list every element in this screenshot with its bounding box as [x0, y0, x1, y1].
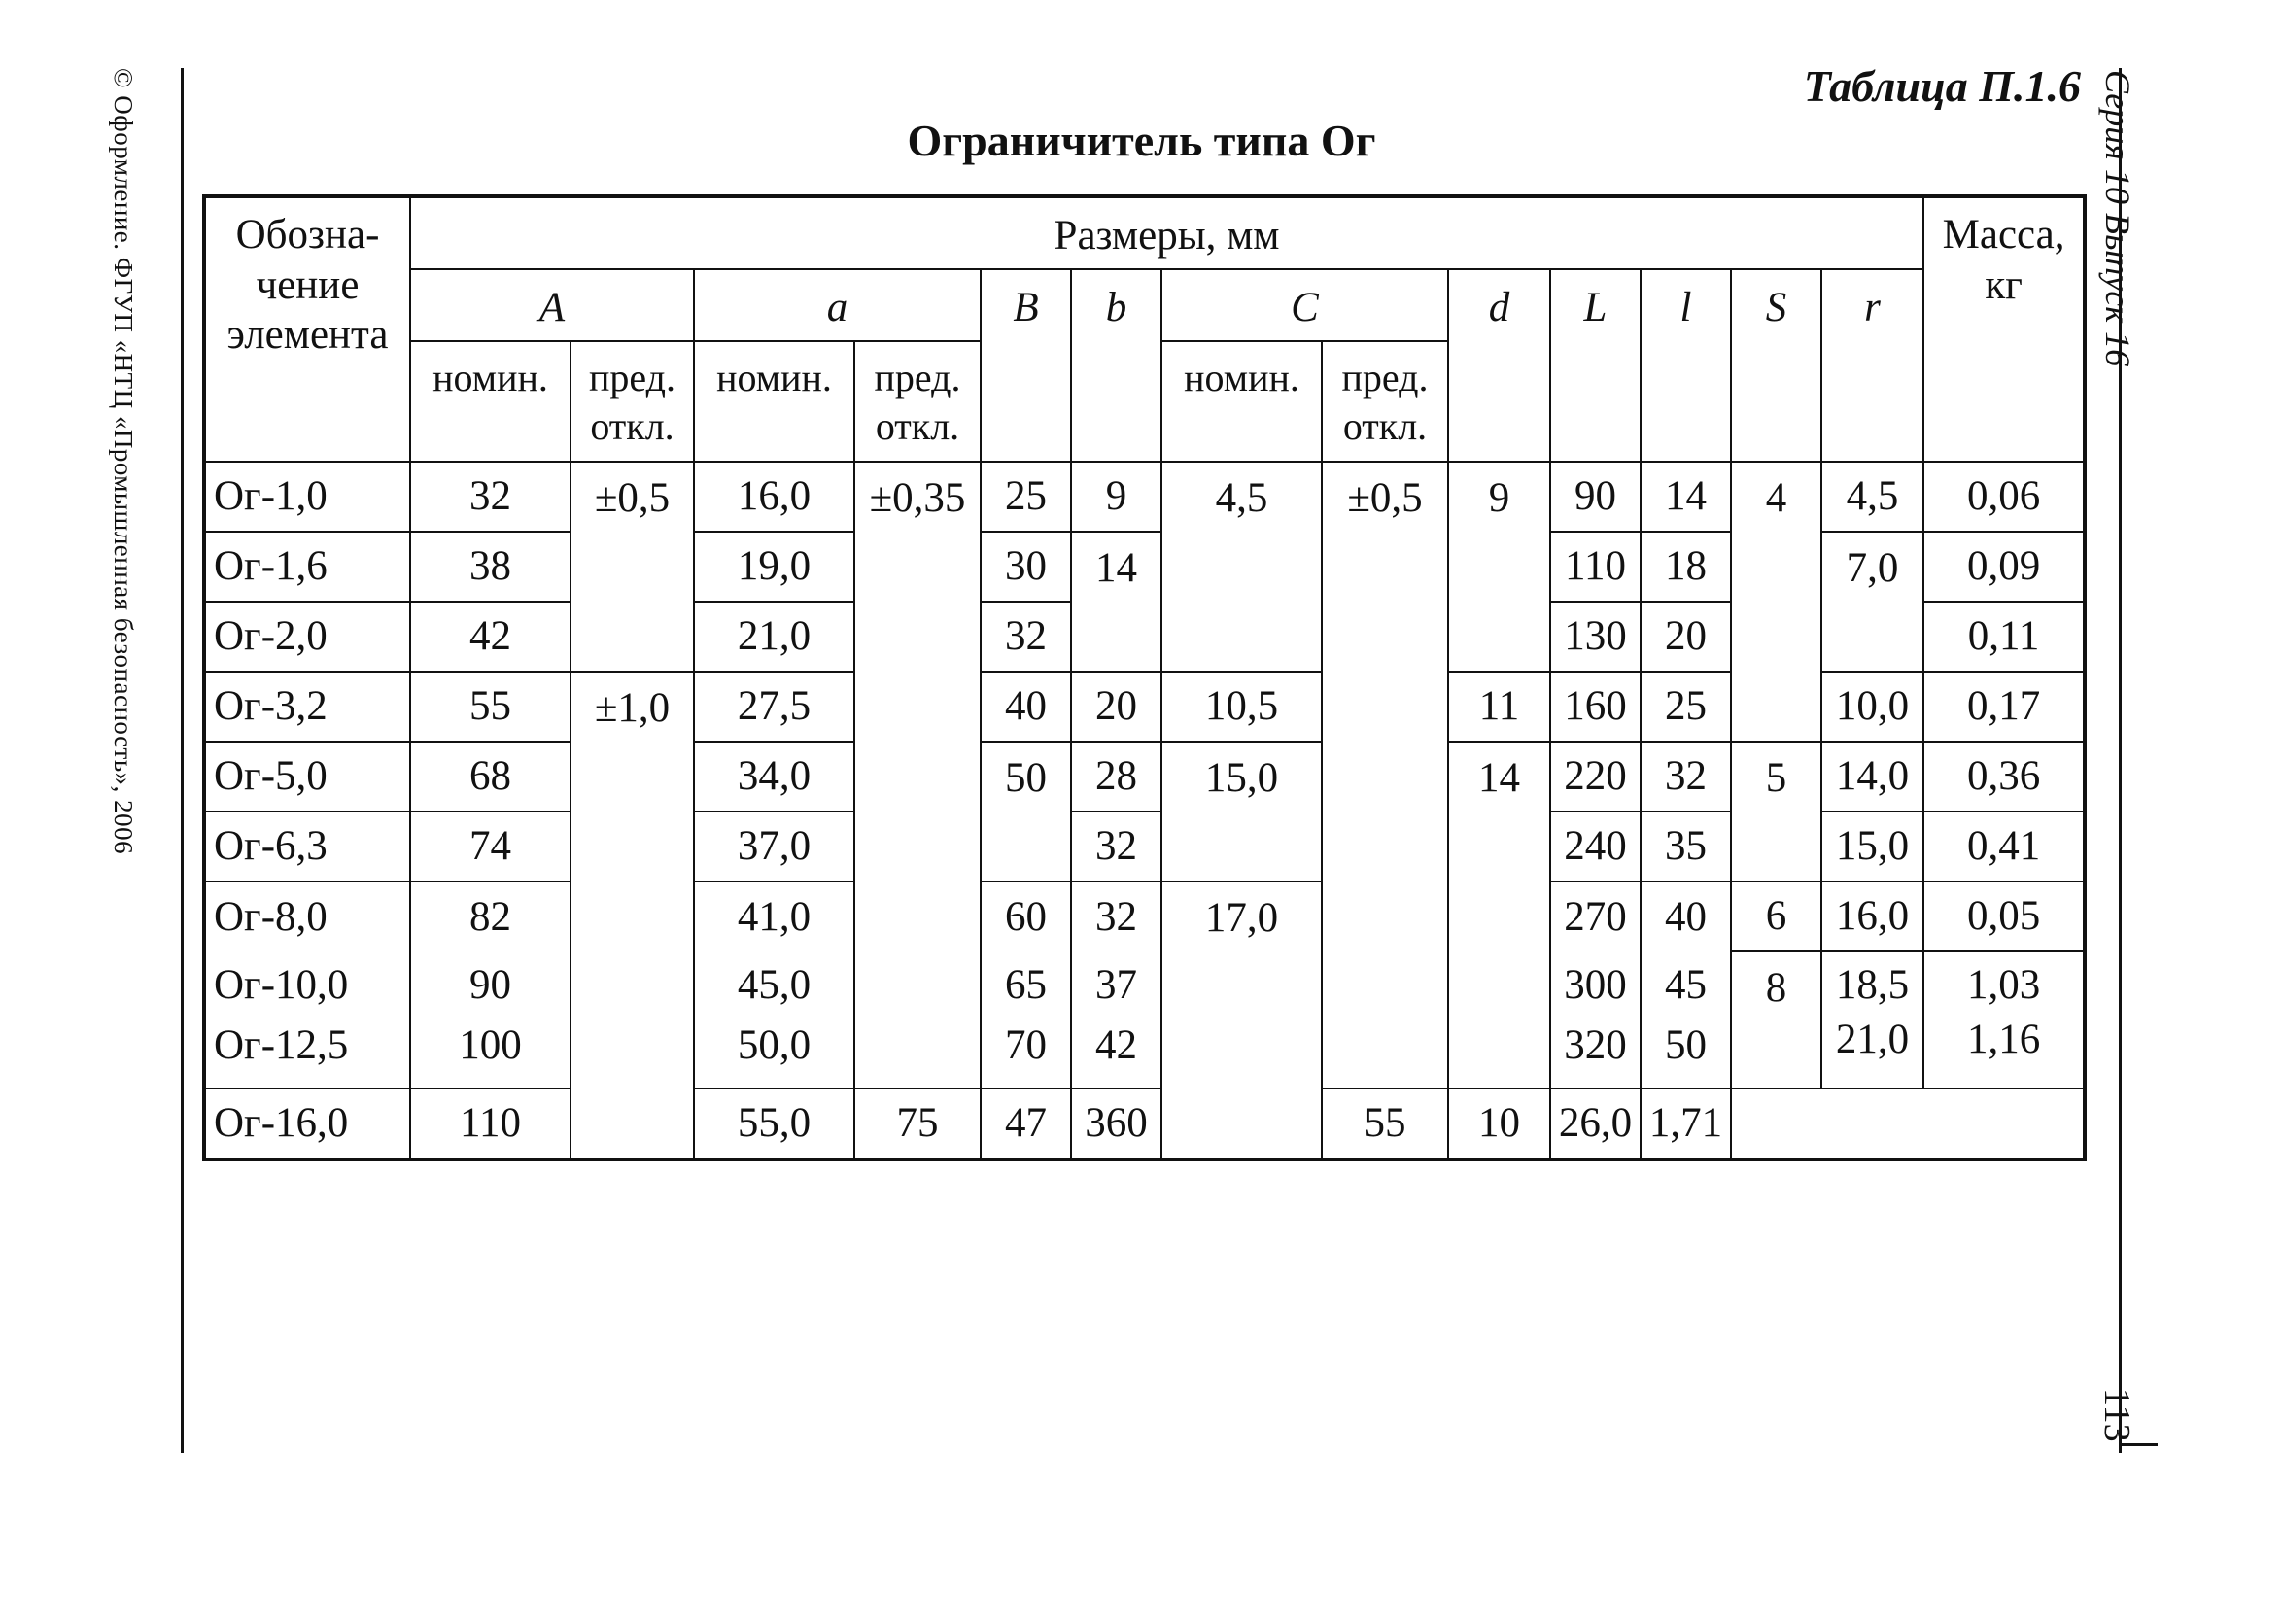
- cell-S: 6: [1731, 881, 1821, 951]
- cell-d: 14: [1448, 742, 1550, 1088]
- cell-C: 15,0: [1161, 742, 1322, 881]
- header-a: a: [694, 269, 981, 341]
- cell-B: 40: [981, 672, 1071, 742]
- cell-L: 360: [1071, 1088, 1161, 1159]
- cell-b: 37: [1071, 951, 1161, 1019]
- cell-r: 14,0: [1821, 742, 1923, 812]
- table-row: [204, 462, 2085, 532]
- header-S: S: [1731, 269, 1821, 462]
- header-A: A: [410, 269, 694, 341]
- cell-l: 55: [1322, 1088, 1448, 1159]
- header-A-nominal: номин.: [410, 341, 571, 462]
- cell-C: 4,5: [1161, 462, 1322, 672]
- header-d: d: [1448, 269, 1550, 462]
- header-dev-line2: откл.: [875, 404, 960, 448]
- cell-a: 55,0: [694, 1088, 854, 1159]
- cell-A: 32: [410, 462, 571, 532]
- cell-L: 130: [1550, 602, 1641, 672]
- cell-L: 270: [1550, 881, 1641, 951]
- cell-designation: Ог-10,0: [204, 951, 410, 1019]
- table-row: [204, 742, 2085, 812]
- table-label: Таблица П.1.6: [1803, 61, 2081, 111]
- series-label: Серия 10 Выпуск 16: [2098, 70, 2137, 367]
- cell-designation: Ог-6,3: [204, 812, 410, 881]
- cell-S: 5: [1731, 742, 1821, 881]
- cell-designation: Ог-3,2: [204, 672, 410, 742]
- cell-l: 40: [1641, 881, 1731, 951]
- cell-b: 32: [1071, 881, 1161, 951]
- header-r: r: [1821, 269, 1923, 462]
- cell-L: 320: [1550, 1019, 1641, 1088]
- cell-a: 50,0: [694, 1019, 854, 1088]
- cell-mass: 0,09: [1923, 532, 2085, 602]
- header-dev-line2: откл.: [590, 404, 675, 448]
- cell-a: 45,0: [694, 951, 854, 1019]
- cell-b: 32: [1071, 812, 1161, 881]
- header-C-nominal: номин.: [1161, 341, 1322, 462]
- cell-b: 28: [1071, 742, 1161, 812]
- cell-L: 300: [1550, 951, 1641, 1019]
- cell-designation: Ог-1,0: [204, 462, 410, 532]
- table-row: [204, 951, 2085, 1019]
- cell-A: 90: [410, 951, 571, 1019]
- cell-mass: 1,03: [1966, 962, 2041, 1008]
- cell-b: 47: [981, 1088, 1071, 1159]
- cell-A: 110: [410, 1088, 571, 1159]
- cell-B: 50: [981, 742, 1071, 881]
- cell-r: 15,0: [1821, 812, 1923, 881]
- cell-a: 41,0: [694, 881, 854, 951]
- header-designation: [204, 196, 410, 462]
- header-B: B: [981, 269, 1071, 462]
- cell-mass: 0,05: [1923, 881, 2085, 951]
- cell-r: 7,0: [1821, 532, 1923, 672]
- header-dev-line1: пред.: [874, 356, 961, 399]
- cell-a: 16,0: [694, 462, 854, 532]
- header-designation-line2: чение: [256, 261, 360, 308]
- cell-B: 32: [981, 602, 1071, 672]
- cell-L: 240: [1550, 812, 1641, 881]
- cell-C: 17,0: [1161, 881, 1322, 1159]
- cell-A: 100: [410, 1019, 571, 1088]
- cell-A: 68: [410, 742, 571, 812]
- header-a-nominal: номин.: [694, 341, 854, 462]
- cell-B: 60: [981, 881, 1071, 951]
- cell-mass: 0,06: [1923, 462, 2085, 532]
- cell-mass: 1,16: [1966, 1016, 2041, 1062]
- page-number-rule: [2119, 1443, 2158, 1446]
- cell-mass: 0,36: [1923, 742, 2085, 812]
- cell-B: 70: [981, 1019, 1071, 1088]
- cell-a: 34,0: [694, 742, 854, 812]
- table-row: [204, 1088, 2085, 1159]
- cell-l: 18: [1641, 532, 1731, 602]
- header-C-deviation: [1322, 341, 1448, 462]
- cell-mass: 0,17: [1923, 672, 2085, 742]
- cell-l: 35: [1641, 812, 1731, 881]
- header-a-deviation: [854, 341, 981, 462]
- header-dev-line1: пред.: [1341, 356, 1429, 399]
- header-dev-line1: пред.: [589, 356, 675, 399]
- cell-l: 25: [1641, 672, 1731, 742]
- cell-S: 10: [1448, 1088, 1550, 1159]
- cell-A: 55: [410, 672, 571, 742]
- cell-r: 21,0: [1835, 1016, 1910, 1062]
- header-b: b: [1071, 269, 1161, 462]
- cell-designation: Ог-5,0: [204, 742, 410, 812]
- cell-A: 42: [410, 602, 571, 672]
- cell-mass: 0,11: [1923, 602, 2085, 672]
- cell-mass: 1,71: [1641, 1088, 1731, 1159]
- cell-l: 20: [1641, 602, 1731, 672]
- header-A-deviation: [571, 341, 694, 462]
- cell-l: 14: [1641, 462, 1731, 532]
- cell-A: 38: [410, 532, 571, 602]
- copyright-note: © Оформление. ФГУП «НТЦ «Промышленная безопасность», 2006: [109, 68, 138, 855]
- header-mass: [1923, 196, 2085, 462]
- left-margin-rule: [181, 68, 184, 1453]
- cell-a: 27,5: [694, 672, 854, 742]
- cell-L: 110: [1550, 532, 1641, 602]
- dimensions-table: [202, 194, 2087, 1161]
- cell-a: 19,0: [694, 532, 854, 602]
- cell-a: 37,0: [694, 812, 854, 881]
- cell-designation: Ог-12,5: [204, 1019, 410, 1088]
- cell-A-dev: ±1,0: [571, 672, 694, 1159]
- header-l: l: [1641, 269, 1731, 462]
- header-designation-line1: Обозна-: [235, 212, 380, 258]
- cell-b: 14: [1071, 532, 1161, 672]
- page-number: 113: [2096, 1388, 2137, 1442]
- cell-designation: Ог-2,0: [204, 602, 410, 672]
- cell-l: 45: [1641, 951, 1731, 1019]
- table-row: [204, 881, 2085, 951]
- cell-r: 18,5: [1835, 962, 1910, 1008]
- cell-S: 8: [1731, 951, 1821, 1088]
- cell-A: 82: [410, 881, 571, 951]
- cell-d: 9: [1448, 462, 1550, 672]
- cell-designation: Ог-1,6: [204, 532, 410, 602]
- cell-r-group: [1821, 951, 1923, 1088]
- cell-r: 26,0: [1550, 1088, 1641, 1159]
- cell-mass-group: [1923, 951, 2085, 1088]
- cell-r: 10,0: [1821, 672, 1923, 742]
- cell-r: 16,0: [1821, 881, 1923, 951]
- cell-designation: Ог-8,0: [204, 881, 410, 951]
- cell-L: 90: [1550, 462, 1641, 532]
- cell-b: 42: [1071, 1019, 1161, 1088]
- cell-B: 25: [981, 462, 1071, 532]
- cell-L: 160: [1550, 672, 1641, 742]
- table-title: Ограничитель типа Ог: [907, 116, 1376, 165]
- cell-a-dev: ±0,35: [854, 462, 981, 1088]
- cell-C: 10,5: [1161, 672, 1322, 742]
- cell-B: 65: [981, 951, 1071, 1019]
- header-mass-line2: кг: [1985, 261, 2023, 308]
- cell-B: 75: [854, 1088, 981, 1159]
- header-dimensions: Размеры, мм: [410, 196, 1923, 269]
- cell-r: 4,5: [1821, 462, 1923, 532]
- header-L: L: [1550, 269, 1641, 462]
- header-C: C: [1161, 269, 1448, 341]
- cell-A-dev: ±0,5: [571, 462, 694, 672]
- cell-l: 32: [1641, 742, 1731, 812]
- cell-B: 30: [981, 532, 1071, 602]
- cell-b: 20: [1071, 672, 1161, 742]
- cell-a: 21,0: [694, 602, 854, 672]
- cell-L: 220: [1550, 742, 1641, 812]
- cell-A: 74: [410, 812, 571, 881]
- header-designation-line3: элемента: [226, 312, 389, 359]
- cell-C-dev: ±0,5: [1322, 462, 1448, 1088]
- cell-designation: Ог-16,0: [204, 1088, 410, 1159]
- cell-S: 4: [1731, 462, 1821, 742]
- header-dev-line2: откл.: [1342, 404, 1428, 448]
- cell-mass: 0,41: [1923, 812, 2085, 881]
- header-mass-line1: Масса,: [1942, 212, 2065, 258]
- cell-d: 11: [1448, 672, 1550, 742]
- cell-b: 9: [1071, 462, 1161, 532]
- cell-l: 50: [1641, 1019, 1731, 1088]
